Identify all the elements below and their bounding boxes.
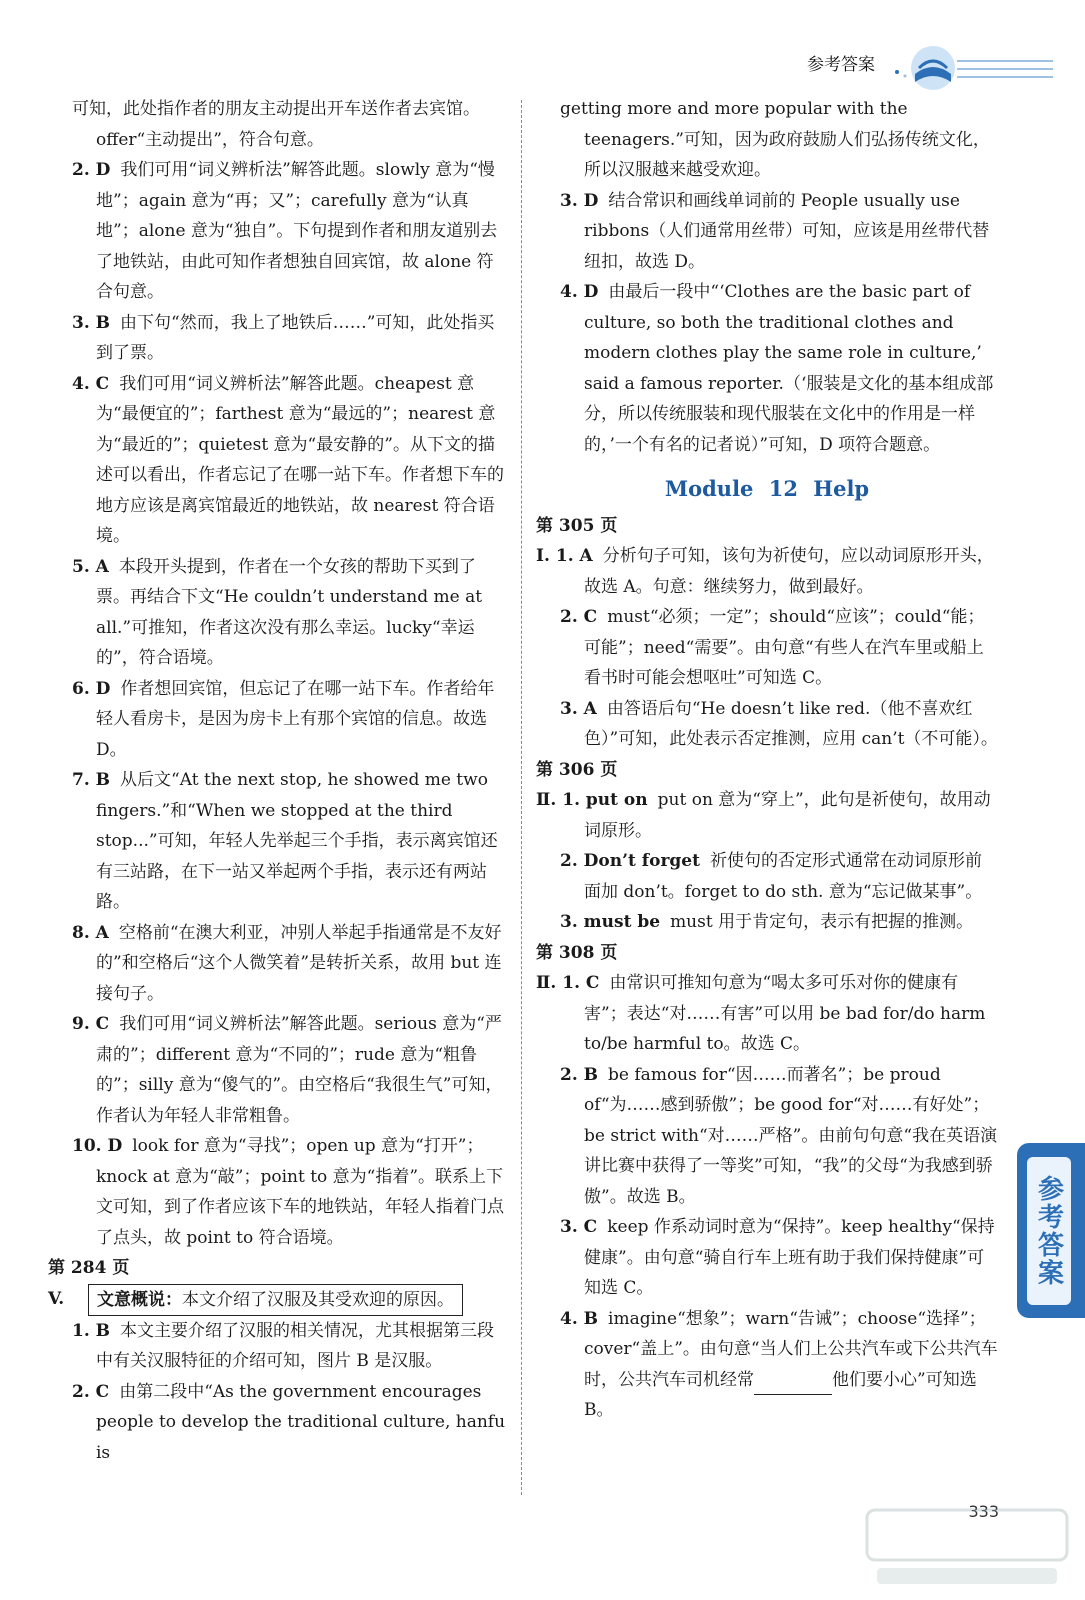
answer-item [48, 765, 508, 918]
answer-text: 作者想回宾馆，但忘记了在哪一站下车。作者给年轻人看房卡，是因为房卡上有那个宾馆的信息。故选 D。 [96, 678, 495, 760]
answer-number: 2. C [72, 1381, 110, 1402]
page-reference: 第 306 页 [536, 759, 618, 780]
answer-text: 分析句子可知，该句为祈使句，应以动词原形开头，故选 A。句意：继续努力，做到最好。 [584, 546, 994, 597]
answer-number: 5. A [72, 556, 109, 577]
answer-number: 2. D [72, 160, 111, 180]
watermark-logo [857, 1502, 1077, 1592]
answer-item [536, 907, 998, 938]
answer-number: 7. B [72, 770, 111, 790]
book-logo-icon [885, 38, 1055, 98]
answer-item [536, 1304, 998, 1426]
section-roman: Ⅱ. [536, 973, 557, 993]
page-header [725, 38, 1055, 98]
answer-number: 3. A [560, 698, 597, 719]
answer-item [48, 1316, 508, 1377]
answer-text: put on 意为“穿上”，此句是祈使句，故用动词原形。 [584, 790, 991, 841]
answer-text: 由常识可推知句意为“喝太多可乐对你的健康有害”；表达“对……有害”可以用 be bad for/do harm to/be harmful to。故选 C。 [584, 973, 986, 1054]
answer-continuation [48, 94, 508, 155]
answer-number: 3. B [72, 312, 111, 333]
answer-number: 1. C [562, 973, 600, 993]
answer-text: keep 作系动词时意为“保持”。keep healthy“保持健康”。由句意“骑自行车上班有助于我们保持健康”可知选 C。 [584, 1217, 995, 1298]
answer-number: 4. C [72, 373, 110, 394]
answer-number: 3. C [560, 1217, 598, 1237]
answer-text: 祈使句的否定形式通常在动词原形前面加 don’t。forget to do sth. 意为“忘记做某事”。 [584, 851, 983, 902]
answer-text: getting more and more popular with the teenagers.”可知，因为政府鼓励人们弘扬传统文化，所以汉服越来越受欢迎。 [560, 99, 990, 180]
answer-text: look for 意为“寻找”；open up 意为“打开”；knock at 意为“敲”；point to 意为“指着”。联系上下文可知，到了作者应该下车的地铁站，年轻人指着门点了点头，故 point to 符合语境。 [96, 1136, 504, 1248]
answer-number: 1. B [72, 1320, 111, 1341]
right-column [536, 94, 998, 1426]
answer-item [536, 968, 998, 1060]
page-reference: 第 284 页 [48, 1258, 130, 1278]
answer-text: 我们可用“词义辨析法”解答此题。cheapest 意为“最便宜的”；farthest 意为“最远的”；nearest 意为“最近的”；quietest 意为“最安静的”。从下文的描述可以看出，作者忘记了在哪一站下车。作者想下车的地方应该是离宾馆最近的地铁站，故 nearest 符合语境。 [96, 373, 504, 546]
answer-item [536, 785, 998, 846]
answer-number: 8. A [72, 922, 109, 943]
answer-text: 空格前“在澳大利亚，冲别人举起手指通常是不友好的”和空格后“这个人微笑着”是转折关系，故用 but 连接句子。 [96, 922, 502, 1004]
answer-number: 9. C [72, 1014, 110, 1034]
summary-row [48, 1284, 508, 1316]
answer-item [536, 694, 998, 755]
answer-item [48, 155, 508, 308]
answer-text: must“必须；一定”；should“应该”；could“能；可能”；need“需要”。由句意“有些人在汽车里或船上看书时可能会想呕吐”可知选 C。 [584, 607, 985, 688]
section-roman: Ⅰ. [536, 546, 550, 566]
answer-number: 1. put on [562, 790, 648, 810]
section-roman: V. [48, 1288, 65, 1309]
answer-number: 4. D [560, 282, 599, 302]
answer-number: 6. D [72, 678, 111, 699]
answer-item [536, 277, 998, 460]
answer-item [48, 1131, 508, 1253]
answer-number: 2. B [560, 1064, 599, 1085]
answer-number: 2. C [560, 607, 598, 627]
answer-text: 我们可用“词义辨析法”解答此题。slowly 意为“慢地”；again 意为“再；又”；carefully 意为“认真地”；alone 意为“独自”。下句提到作者和朋友道别去了地铁站，由此可知作者想独自回宾馆，故 alone 符合句意。 [96, 160, 498, 302]
answer-item [48, 1377, 508, 1469]
answer-item [536, 541, 998, 602]
answer-item [48, 308, 508, 369]
answer-number: 2. Don’t forget [560, 851, 700, 871]
side-tab-label: 参考答案 [1027, 1157, 1071, 1305]
module-title: Module 12 Help [664, 476, 870, 501]
answer-item [536, 1212, 998, 1304]
page-number: 333 [968, 1502, 999, 1521]
answer-item [48, 1009, 508, 1131]
section-roman: Ⅱ. [536, 790, 557, 810]
answer-text: 由第二段中“As the government encourages people to develop the traditional culture, hanfu is [96, 1381, 506, 1463]
answer-item [536, 1060, 998, 1213]
answer-item [536, 846, 998, 907]
page-reference: 第 305 页 [536, 515, 618, 536]
answer-text: 结合常识和画线单词前的 People usually use ribbons（人们通常用丝带）可知，应该是用丝带代替纽扣，故选 D。 [584, 190, 990, 272]
answer-number: 1. A [555, 546, 593, 566]
answer-item [536, 186, 998, 278]
answer-number: 3. D [560, 190, 599, 211]
answer-item [48, 674, 508, 766]
answer-text: 由下句“然而，我上了地铁后……”可知，此处指买到了票。 [96, 312, 495, 363]
header-title: 参考答案 [807, 55, 875, 75]
answer-item [536, 602, 998, 694]
answer-number: 4. B [560, 1308, 599, 1329]
answer-item [48, 552, 508, 674]
left-column [48, 94, 508, 1468]
answer-text: must 用于肯定句，表示有把握的推测。 [670, 912, 974, 932]
answer-text: 由最后一段中“‘Clothes are the basic part of culture, so both the traditional clothes and modern clothes play the same role in culture,’ said a famous reporter.（‘服装是文化的基本组成部分，所以传统服装和现代服装在文化中的作用是一样的，’一个有名的记者说）”可知，D 项符合题意。 [584, 282, 994, 455]
answer-text: 由答语后句“He doesn’t like red.（他不喜欢红色）”可知，此处表示否定推测，应用 can’t（不可能）。 [584, 698, 998, 749]
answer-number: 3. must be [560, 912, 661, 932]
column-divider [521, 100, 522, 1495]
fill-blank-line [754, 1376, 832, 1395]
answer-text: 本文主要介绍了汉服的相关情况，尤其根据第三段中有关汉服特征的介绍可知，图片 B 是汉服。 [96, 1320, 495, 1371]
answer-text: 我们可用“词义辨析法”解答此题。serious 意为“严肃的”；different 意为“不同的”；rude 意为“粗鲁的”；silly 意为“傻气的”。由空格后“我很生气”可知，作者认为年轻人非常粗鲁。 [96, 1014, 503, 1126]
summary-box [88, 1284, 463, 1316]
answer-number: 10. D [72, 1136, 123, 1156]
answer-side-tab [1017, 1143, 1085, 1318]
summary-label: 文意概说： [97, 1289, 182, 1310]
answer-item [48, 369, 508, 552]
answer-text: 从后文“At the next stop, he showed me two fingers.”和“When we stopped at the third stop...”可知，年轻人先举起三个手指，表示离宾馆还有三站路，在下一站又举起两个手指，表示还有两站路。 [96, 770, 498, 912]
answer-text: be famous for“因……而著名”；be proud of“为……感到骄傲”；be good for“对……有好处”；be strict with“对……严格”。由前句句意“我在英语演讲比赛中获得了一等奖”可知，“我”的父母“为我感到骄傲”。故选 B。 [584, 1064, 998, 1207]
answer-item [48, 918, 508, 1010]
answer-text: imagine“想象”；warn“告诫”；choose“选择”；cover“盖上”。由句意“当人们上公共汽车或下公共汽车时，公共汽车司机经常 [584, 1308, 998, 1390]
answer-text: 可知，此处指作者的朋友主动提出开车送作者去宾馆。offer“主动提出”，符合句意。 [72, 99, 480, 150]
summary-text: 本文介绍了汉服及其受欢迎的原因。 [182, 1289, 454, 1310]
page-reference: 第 308 页 [536, 942, 618, 963]
answer-continuation [536, 94, 998, 186]
answer-text: 本段开头提到，作者在一个女孩的帮助下买到了票。再结合下文“He couldn’t understand me at all.”可推知，作者这次没有那么幸运。lucky“幸运的”，符合语境。 [96, 556, 483, 668]
answer-text: 他们要小心”可知选 B。 [584, 1369, 977, 1420]
